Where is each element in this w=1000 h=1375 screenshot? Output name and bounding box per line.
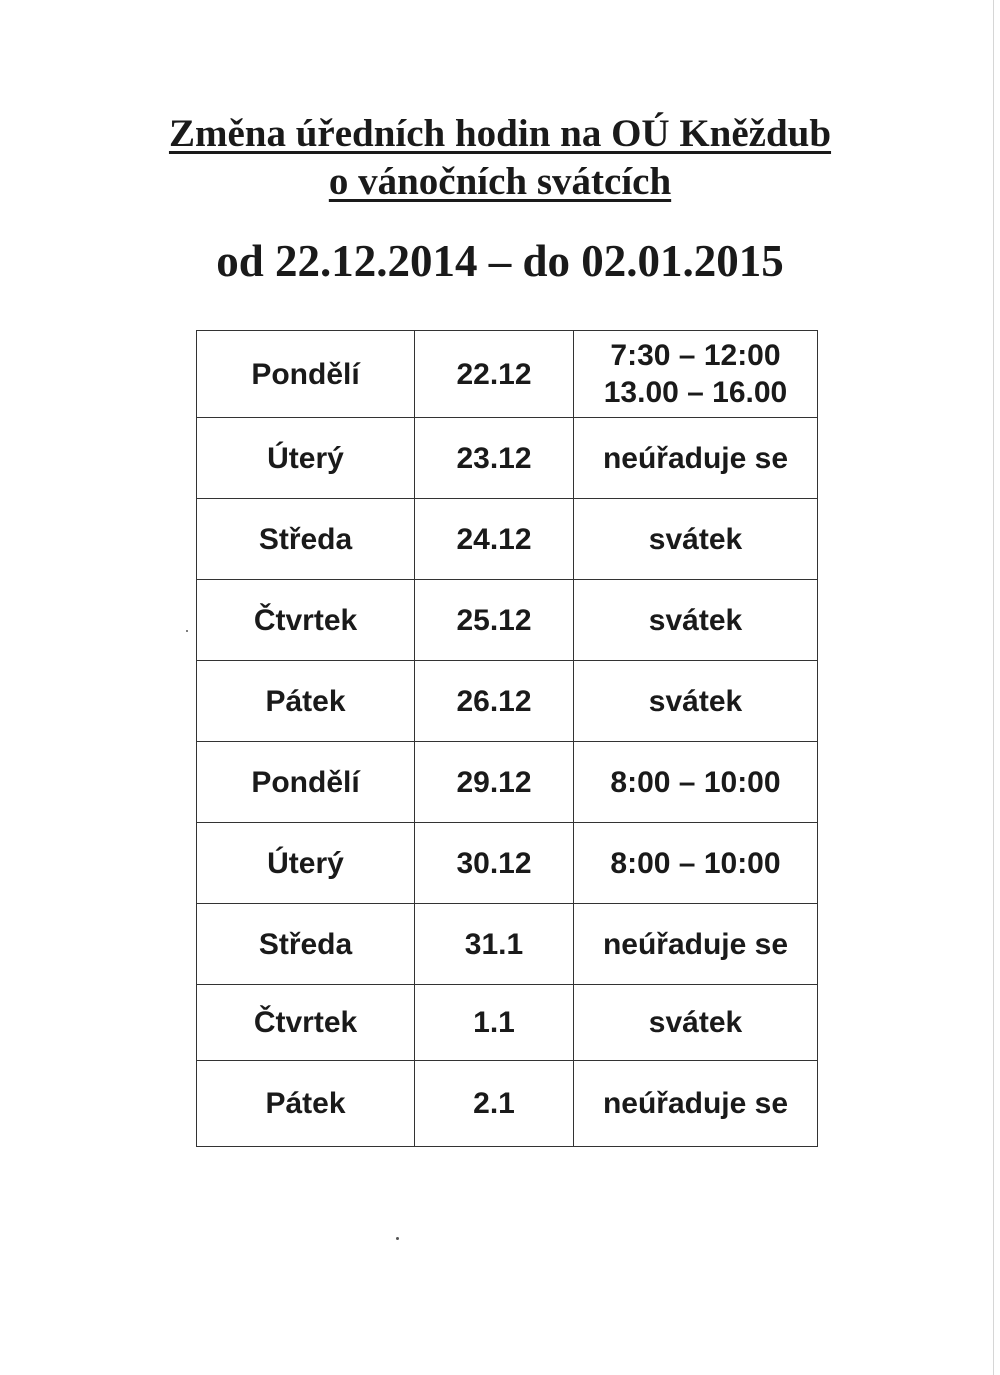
day-cell: Čtvrtek <box>197 580 415 661</box>
table-row <box>197 742 818 823</box>
date-cell: 25.12 <box>415 580 574 661</box>
date-cell: 26.12 <box>415 661 574 742</box>
hours-cell: svátek <box>574 985 818 1061</box>
table-row <box>197 904 818 985</box>
period-heading: od 22.12.2014 – do 02.01.2015 <box>216 236 784 286</box>
day-cell: Pondělí <box>197 742 415 823</box>
date-cell: 1.1 <box>415 985 574 1061</box>
office-hours-table <box>196 330 818 1147</box>
day-cell: Úterý <box>197 823 415 904</box>
day-cell: Úterý <box>197 418 415 499</box>
hours-cell: svátek <box>574 661 818 742</box>
hours-cell: neúřaduje se <box>574 904 818 985</box>
day-cell: Pátek <box>197 1061 415 1147</box>
table-row <box>197 985 818 1061</box>
table-row <box>197 1061 818 1147</box>
table-row <box>197 823 818 904</box>
date-cell: 22.12 <box>415 331 574 418</box>
table-row <box>197 580 818 661</box>
title-line-1 <box>0 110 1000 158</box>
hours-cell: 8:00 – 10:00 <box>574 742 818 823</box>
date-cell: 30.12 <box>415 823 574 904</box>
hours-line: 13.00 – 16.00 <box>603 376 788 409</box>
hours-cell: 8:00 – 10:00 <box>574 823 818 904</box>
scan-speck <box>186 630 188 632</box>
table-row <box>197 418 818 499</box>
table-row <box>197 661 818 742</box>
date-cell: 29.12 <box>415 742 574 823</box>
table-row <box>197 331 818 418</box>
hours-cell: neúřaduje se <box>574 1061 818 1147</box>
day-cell: Středa <box>197 904 415 985</box>
date-cell: 2.1 <box>415 1061 574 1147</box>
hours-line: 7:30 – 12:00 <box>610 339 781 372</box>
scan-speck <box>396 1237 399 1240</box>
hours-cell <box>574 331 818 418</box>
date-cell: 31.1 <box>415 904 574 985</box>
title-line-2-text: o vánočních svátcích <box>328 160 672 203</box>
hours-cell: neúřaduje se <box>574 418 818 499</box>
page-edge-line <box>993 0 994 1375</box>
day-cell: Pátek <box>197 661 415 742</box>
title-line-2 <box>0 158 1000 206</box>
title-line-1-text: Změna úředních hodin na OÚ Kněždub <box>168 112 832 155</box>
day-cell: Čtvrtek <box>197 985 415 1061</box>
date-cell: 23.12 <box>415 418 574 499</box>
day-cell: Pondělí <box>197 331 415 418</box>
day-cell: Středa <box>197 499 415 580</box>
table-row <box>197 499 818 580</box>
date-cell: 24.12 <box>415 499 574 580</box>
hours-cell: svátek <box>574 580 818 661</box>
hours-cell: svátek <box>574 499 818 580</box>
